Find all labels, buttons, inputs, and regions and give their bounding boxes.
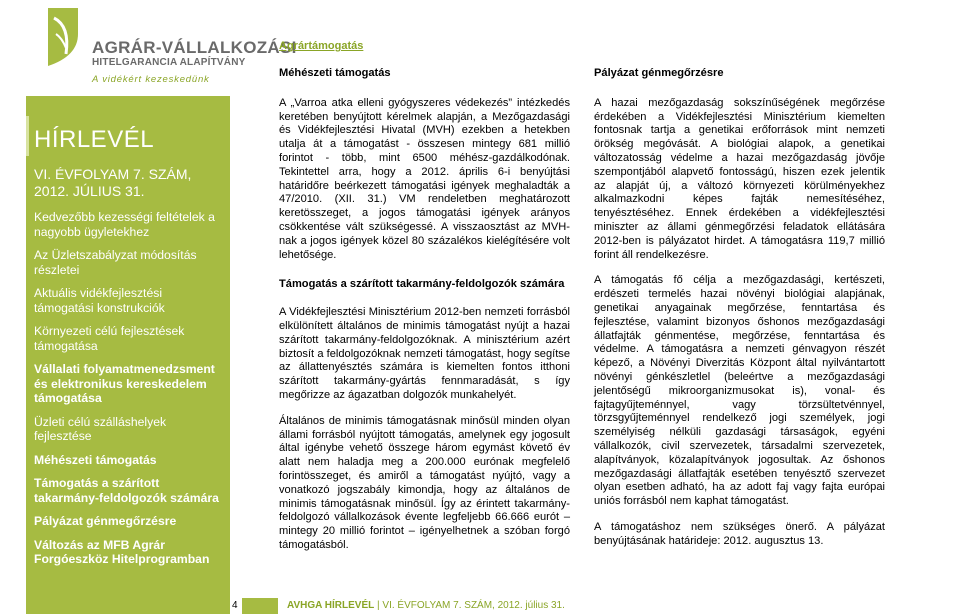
newsletter-title: HÍRLEVÉL [34,126,155,153]
middle-column [279,67,570,565]
footer-issue: VI. ÉVFOLYAM 7. SZÁM, 2012. július 31. [382,600,565,611]
footer-accent-bar [242,598,278,614]
article-heading-gene-preservation: Pályázat génmegőrzésre [594,67,724,79]
article-paragraph: A támogatás fő célja a mezőgazdasági, kertészeti, erdészeti termelés hazai növényi biológiai alapjának, genetikai anyagainak megőrzése, fenntartása és fejlesztése, valamint bizonyos őshonos mezőgazdasági állatfajták génmentése, megőrzése, fenntartása és védelme. A támogatásra a nemzeti génvagyon részét képező, a Növényi Diverzitás Központ által nyilvántartott növényi génkészletlel (beleértve a mezőgazdasági jelentőségű mikroorganizmusokat is), vonal- és fajtagyűjteménnyel, vagy törzsültetvénnyel, törzsgyűjteménnyel rendelkező jogi személyek, jogi személyiség nélküli gazdasági társaságok, egyéni vállalkozók, civil szervezetek, társadalmi szervezetek, alapítványok, közalapítványok jogosultak. Az őshonos mezőgazdasági állatfajták esetében tenyésztő szervezet olyan esetben adható, ha az adott faj vagy fajta európai uniós forrásból nem kaphat támogatást. [594,274,885,508]
logo-tagline: A vidékért kezeskedünk [92,74,210,85]
toc-item[interactable]: Az Üzletszabályzat módosítás részletei [34,248,197,277]
logo [0,0,297,96]
article-paragraph: A támogatáshoz nem szükséges önerő. A pályázat benyújtásának határideje: 2012. augusztus 13. [594,520,885,547]
sidebar [0,0,297,614]
article-paragraph: A Vidékfejlesztési Minisztérium 2012-ben nemzeti forrásból elkülönített általános de minimis támogatást nyújt a hazai szárított takarmány-feldolgozóknak. A minisztérium azért biztosít a feldolgozóknak nemzeti támogatást, hogy segítse az állattenyésztés számára is kiemelten fontos itthoni szárított takarmány-gyártás fennmaradását, s így megőrizze az ágazatban dolgozók munkahelyét. [279,306,570,401]
article-paragraph: A hazai mezőgazdaság sokszínűségének megőrzése érdekében a Vidékfejlesztési Minisztérium kiemelten fontosnak tartja a genetikai erőforrások mint nemzeti örökség megóvását. A biológiai alapok, a genetikai változatosság védelme a hazai mezőgazdaság jövője szempontjából alapvető fontosságú, hiszen ezek jelentik az alapját új, a változó környezeti körülményekhez alkalmazkodni képes fajták nemesítéséhez, tenyésztéséhez. Ennek érdekében a vidékfejlesztési miniszter az állami génmegőrzési feladatok ellátására 2012-ben is pályázatot hirdet. A támogatásra 119,7 millió forint áll rendelkezésre. [594,96,885,261]
article-paragraph: A „Varroa atka elleni gyógyszeres védekezés” intézkedés keretében benyújtott kérelmek alapján, a Mezőgazdasági és Vidékfejlesztési Hivatal (MVH) ezekben a hetekben utalja át a támogatást - összesen mintegy 681 millió forintot - több, mint 6500 méhész-gazdálkodónak. Tekintettel arra, hogy a 2012. április 6-i benyújtási határidőre beérkezett támogatási igények meghaladták a 47/2010. (XII. 31.) VM rendeletben meghatározott keretösszeget, a jogos támogatási igények arányos csökkentése vált szükségessé. A visszaosztást az MVH-nak a jogos igények közel 80 százalékos kielégítésére volt lehetősége. [279,96,570,261]
newsletter-issue: VI. ÉVFOLYAM 7. SZÁM, 2012. JÚLIUS 31. [34,166,192,199]
article-heading-fodder: Támogatás a szárított takarmány-feldolgozók számára [279,278,565,291]
logo-leaf-icon [44,4,82,70]
toc-item[interactable]: Aktuális vidékfejlesztési támogatási konstrukciók [34,286,165,315]
footer [287,600,565,611]
panel-accent-stripe [26,116,29,156]
toc-item[interactable]: Pályázat génmegőrzésre [34,514,177,528]
toc-item[interactable]: Üzleti célú szálláshelyek fejlesztése [34,414,167,443]
right-column [594,67,885,561]
section-link[interactable]: Agrártámogatás [279,40,364,52]
article-heading-beekeeping: Méhészeti támogatás [279,67,391,79]
page-number: 4 [232,600,238,611]
toc-item[interactable]: Változás az MFB Agrár Forgóeszköz Hitelprogramban [34,537,210,566]
toc-item[interactable]: Környezeti célú fejlesztések támogatása [34,324,185,353]
toc-item[interactable]: Méhészeti támogatás [34,452,157,467]
footer-brand: AVHGA HÍRLEVÉL [287,600,375,611]
logo-title: AGRÁR-VÁLLALKOZÁSI [92,38,297,57]
article-paragraph: Általános de minimis támogatásnak minősül minden olyan állami forrásból nyújtott támogatás, amelynek egy jogosult által igénybe vehető összege három egymást követő év alatt nem haladja meg a 200.000 eurónak megfelelő forintösszeget, és amiről a támogatást nyújtó, vagy a vonatkozó jogszabály kimondja, hogy az általános de minimis támogatásnak minősül. Így az érintett takarmány-feldolgozó vállalkozások évente legfeljebb 66.666 eurót – mintegy 20 millió forintot – igényelhetnek a szóban forgó támogatásból. [279,414,570,551]
toc-item[interactable]: Kedvezőbb kezességi feltételek a nagyobb ügyletekhez [34,210,215,239]
table-of-contents [34,210,224,576]
toc-item[interactable]: Támogatás a szárított takarmány-feldolgozók számára [34,476,219,505]
footer-separator: | [377,600,380,611]
logo-subtitle: HITELGARANCIA ALAPÍTVÁNY [92,57,246,68]
toc-item[interactable]: Vállalati folyamatmenedzsment és elektronikus kereskedelem támogatása [34,362,215,405]
